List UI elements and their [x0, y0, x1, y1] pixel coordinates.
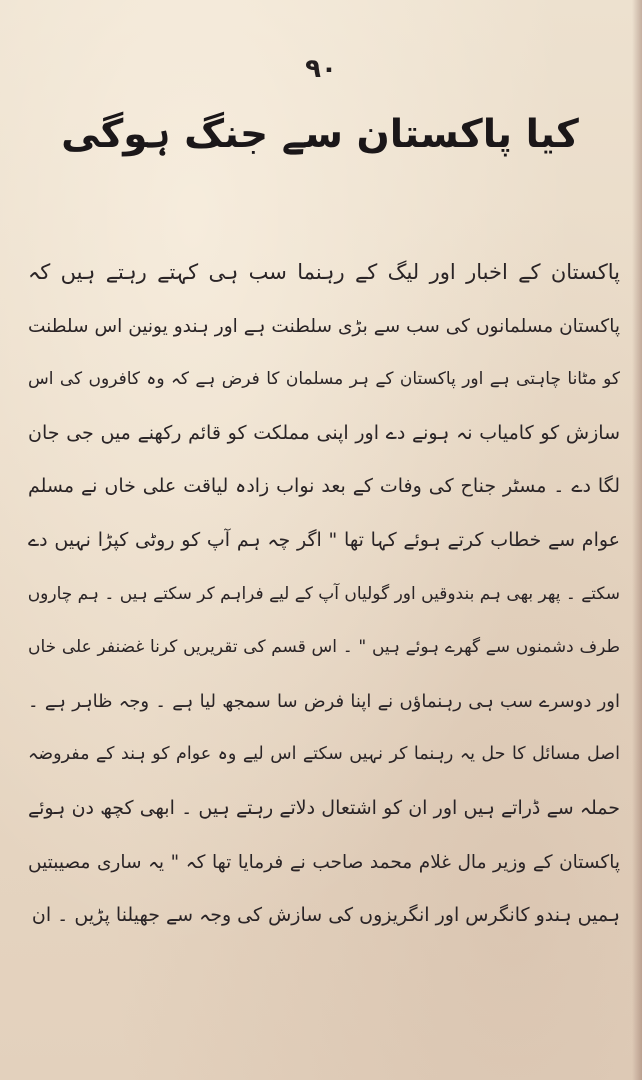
- text-line: کو مٹانا چاہتی ہے اور پاکستان کے ہر مسلمان کا فرض ہے کہ وہ کافروں کی اس: [28, 369, 620, 390]
- text-line: سکتے ۔ پھر بھی ہم بندوقیں اور گولیاں آپ کے لیے فراہم کر سکتے ہیں ۔ ہم چاروں: [28, 583, 620, 604]
- page-number: ۹۰: [305, 54, 337, 84]
- text-line: سازش کو کامیاب نہ ہونے دے اور اپنی مملکت کو قائم رکھنے میں جی جان: [28, 421, 620, 444]
- text-line: اصل مسائل کا حل یہ رہنما کر نہیں سکتے اس لیے وہ عوام کو ہند کے مفروضہ: [28, 744, 620, 765]
- text-line: پاکستان کے وزیر مال غلام محمد صاحب نے فرمایا تھا کہ " یہ ساری مصیبتیں: [28, 851, 620, 873]
- text-line: پاکستان کے اخبار اور لیگ کے رہنما سب ہی کہتے رہتے ہیں کہ: [28, 260, 620, 284]
- text-line: پاکستان مسلمانوں کی سب سے بڑی سلطنت ہے اور ہندو یونین اس سلطنت: [28, 315, 620, 337]
- text-line: طرف دشمنوں سے گھرے ہوئے ہیں " ۔ اس قسم کی تقریریں کرنا غضنفر علی خاں: [28, 637, 620, 658]
- text-line: اور دوسرے سب ہی رہنماؤں نے اپنا فرض سا سمجھ لیا ہے ۔ وجہ ظاہر ہے ۔: [28, 690, 620, 712]
- text-line: عوام سے خطاب کرتے ہوئے کہا تھا " اگر چہ ہم آپ کو روٹی کپڑا نہیں دے: [28, 528, 620, 551]
- chapter-title: کیا پاکستان سے جنگ ہوگی: [61, 112, 579, 157]
- text-line: ہمیں ہندو کانگرس اور انگریزوں کی سازش کی وجہ سے جھیلنا پڑیں ۔ ان: [31, 904, 620, 927]
- text-line: حملہ سے ڈراتے ہیں اور ان کو اشتعال دلاتے رہتے ہیں ۔ ابھی کچھ دن ہوئے: [28, 796, 620, 819]
- page-edge-shadow: [632, 0, 642, 1080]
- text-line: لگا دے ۔ مسٹر جناح کی وفات کے بعد نواب زادہ لیاقت علی خاں نے مسلم: [28, 475, 620, 498]
- body-paragraph: [28, 246, 620, 943]
